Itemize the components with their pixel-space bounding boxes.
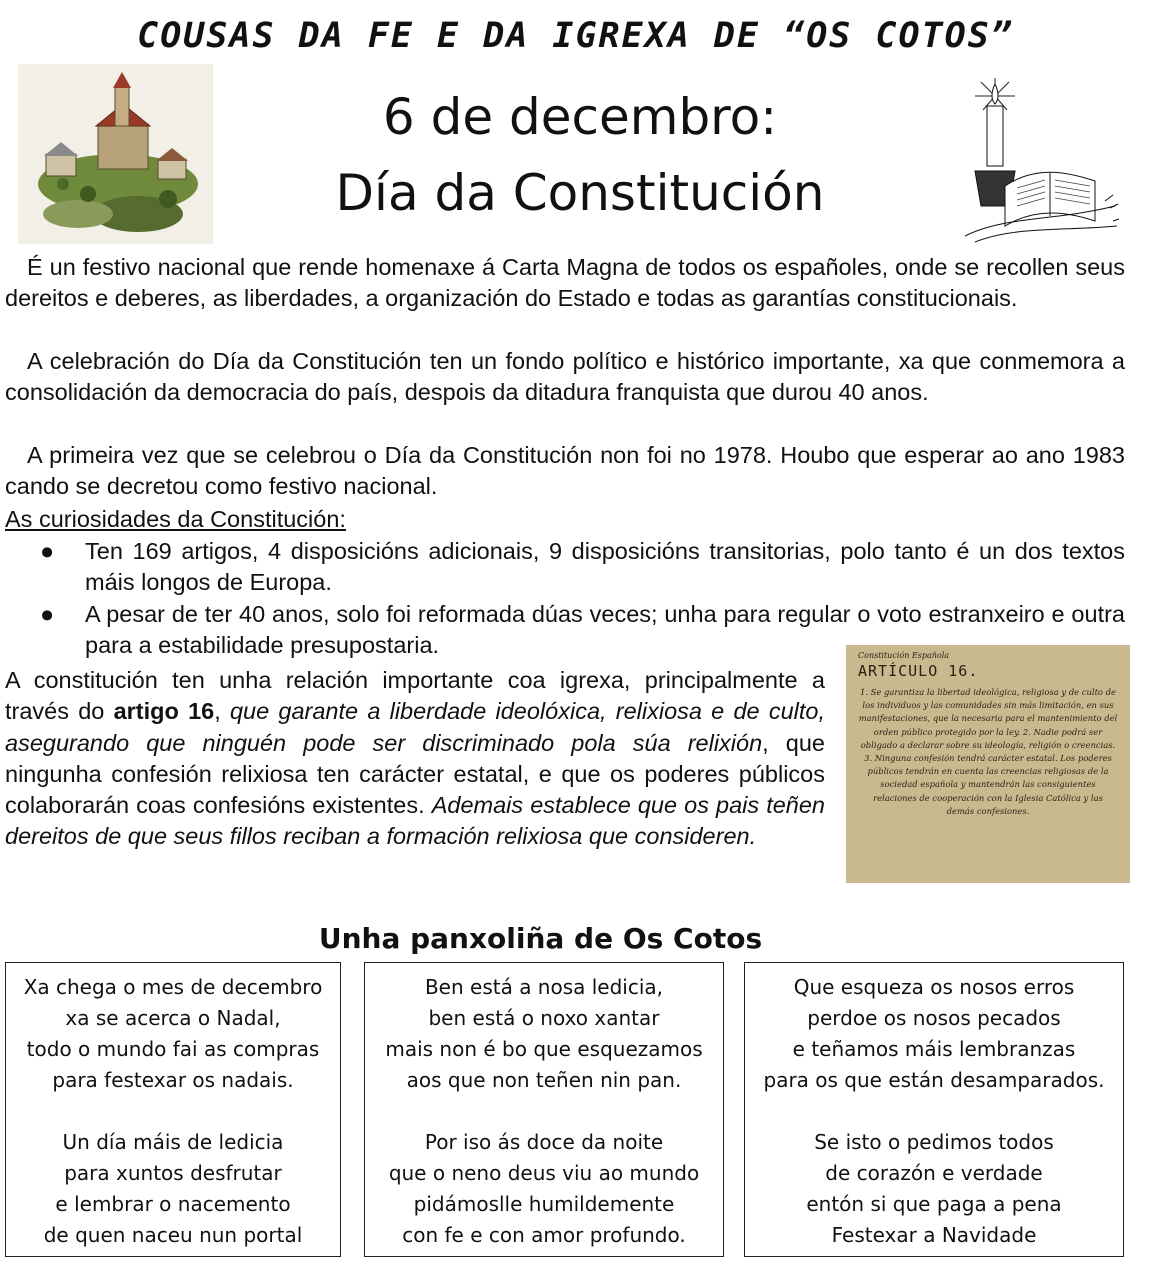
poem-line: Que esqueza os nosos erros [793, 975, 1075, 999]
poem-line: para os que están desamparados. [763, 1068, 1105, 1092]
article-16-bold: artigo 16 [113, 698, 215, 725]
poem-line: e teñamos máis lembranzas [792, 1037, 1076, 1061]
poem-line: ben está o noxo xantar [428, 1006, 660, 1030]
main-title-line2: Día da Constitución [335, 164, 825, 222]
poem-line: mais non é bo que esquezamos [385, 1037, 703, 1061]
poem-line: xa se acerca o Nadal, [65, 1006, 281, 1030]
village-church-illustration [18, 64, 213, 244]
church-paragraph: A constitución ten unha relación importante coa igrexa, principalmente a través do artigo 16, que garante a liberdade ideolóxica, relixiosa e de culto, asegurando que ninguén pode ser discriminado pola súa relixión, que ningunha confesión relixiosa ten carácter estatal, e que os poderes públicos colaborarán coas confesións existentes. Ademais establece que os pais teñen dereitos de que seus fillos reciban a formación relixiosa que consideren. [5, 667, 825, 850]
italic-quote-2: Ademais establece que os pais teñen dereitos de que seus fillos reciban a formación relixiosa que consideren. [5, 792, 825, 850]
article-text: 1. Se garantiza la libertad ideológica, religiosa y de culto de los individuos y las comunidades sin más limitación, en sus manifestaciones, que la necesaria para el mantenimiento del orden público protegido por la ley. 2. Nadie podrá ser obligado a declarar sobre su ideología, religión o creencias. 3. Ninguna confesión tendrá carácter estatal. Los poderes públicos tendrán en cuenta las creencias religiosas de la sociedad española y mantendrán las consiguientes relaciones de cooperación con la Iglesia Católica y las demás confesiones. [858, 687, 1118, 816]
italic-quote-1: que garante a liberdade ideolóxica, relixiosa e de culto, asegurando que ninguén pode ser discriminado pola súa relixión [5, 698, 825, 756]
poem-line: para festexar os nadais. [52, 1068, 294, 1092]
candle-book-illustration [945, 76, 1120, 244]
list-item: ● A pesar de ter 40 anos, solo foi reformada dúas veces; unha para regular o voto estranxeiro e outra para a estabilidade presupostaria. [40, 600, 1125, 658]
poem-column-2 [364, 962, 724, 1257]
curiosities-heading: As curiosidades da Constitución: [5, 506, 346, 532]
poem-column-3 [744, 962, 1124, 1257]
header-title: COUSAS DA FE E DA IGREXA DE “OS COTOS” [137, 16, 1014, 56]
poem-line: pidámoslle humildemente [413, 1192, 675, 1216]
intro-paragraph-2: A celebración do Día da Constitución ten un fondo político e histórico importante, xa que conmemora a consolidación da democracia do país, despois da ditadura franquista que durou 40 anos. [5, 348, 1125, 406]
intro-paragraph-1: É un festivo nacional que rende homenaxe á Carta Magna de todos os españoles, onde se recollen seus dereitos e deberes, as liberdades, a organización do Estado e todas as garantías constitucionais. [5, 254, 1125, 312]
poem-line: e lembrar o nacemento [55, 1192, 291, 1216]
poem-line: de quen naceu nun portal [43, 1223, 303, 1247]
poem-line: todo o mundo fai as compras [26, 1037, 320, 1061]
bullet-icon: ● [40, 538, 55, 564]
poem-line: con fe e con amor profundo. [402, 1223, 686, 1247]
article-title: ARTÍCULO 16. [858, 662, 979, 680]
poem-line: Un día máis de ledicia [62, 1130, 284, 1154]
poem-line: Se isto o pedimos todos [814, 1130, 1054, 1154]
poem-line: Xa chega o mes de decembro [23, 975, 323, 999]
poem-line: que o neno deus viu ao mundo [388, 1161, 700, 1185]
curiosities-list [40, 536, 1125, 661]
poem-title: Unha panxoliña de Os Cotos [318, 922, 763, 955]
poem-line: perdoe os nosos pecados [807, 1006, 1061, 1030]
poem-line: entón si que paga a pena [806, 1192, 1062, 1216]
list-item: ● Ten 169 artigos, 4 disposicións adicionais, 9 disposicións transitorias, polo tanto é un dos textos máis longos de Europa. [40, 538, 1125, 596]
poem-line: Festexar a Navidade [831, 1223, 1037, 1247]
bullet-icon: ● [40, 600, 55, 627]
poem-line: Ben está a nosa ledicia, [424, 975, 664, 999]
article-caption: Constitución Española [858, 651, 950, 660]
article-16-image [846, 645, 1130, 883]
main-title-line1: 6 de decembro: [382, 88, 778, 146]
intro-paragraph-3: A primeira vez que se celebrou o Día da Constitución non foi no 1978. Houbo que esperar ao ano 1983 cando se decretou como festivo nacional. [5, 442, 1125, 500]
poem-column-1 [5, 962, 341, 1257]
poem-line: para xuntos desfrutar [64, 1161, 282, 1185]
poem-line: Por iso ás doce da noite [424, 1130, 664, 1154]
poem-line: aos que non teñen nin pan. [406, 1068, 682, 1092]
poem-line: de corazón e verdade [825, 1161, 1043, 1185]
